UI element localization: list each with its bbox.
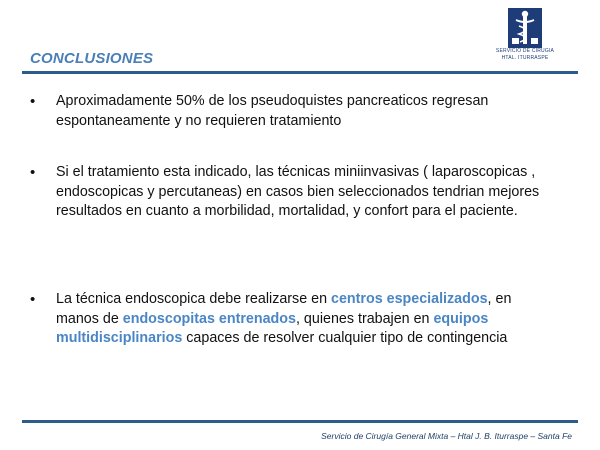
highlighted-phrase: centros especializados [331, 291, 488, 307]
bullet-marker: • [30, 93, 36, 110]
logo-text-line-1: SERVICIO DE CIRUGIA [495, 48, 555, 54]
slide-title: CONCLUSIONES [30, 50, 154, 67]
medical-emblem-icon [508, 8, 542, 48]
highlighted-phrase: endoscopitas entrenados [122, 310, 296, 327]
bottom-divider [22, 420, 578, 423]
hospital-logo [480, 8, 570, 78]
bullet-text [56, 163, 556, 222]
text-run: Si el tratamiento esta indicado, las técnicas miniinvasivas ( laparoscopicas , endoscopicas y percutaneas) en casos bien seleccionados tendrian mejores resultados en cuanto a morbilidad, mortalidad, y confort para el paciente. [56, 164, 540, 219]
text-run: Aproximadamente 50% de los pseudoquistes pancreaticos regresan espontaneamente y no requieren tratamiento [56, 93, 489, 129]
text-run: , quienes trabajen en [295, 310, 434, 327]
footer-text: Servicio de Cirugía General Mixta – Htal J. B. Iturraspe – Santa Fe [321, 431, 572, 441]
bullet-marker: • [30, 164, 36, 181]
highlighted-phrase: equipos multidisciplinarios [56, 310, 489, 346]
logo-text-line-2: HTAL. ITURRASPE [501, 55, 549, 61]
text-run: , en manos de [56, 291, 512, 327]
top-divider [22, 71, 578, 74]
bullet-text [56, 92, 556, 131]
text-run: La técnica endoscopica debe realizarse en [56, 291, 331, 307]
text-run: capaces de resolver cualquier tipo de contingencia [182, 330, 508, 346]
bullet-text [56, 290, 556, 349]
bullet-marker: • [30, 291, 36, 308]
